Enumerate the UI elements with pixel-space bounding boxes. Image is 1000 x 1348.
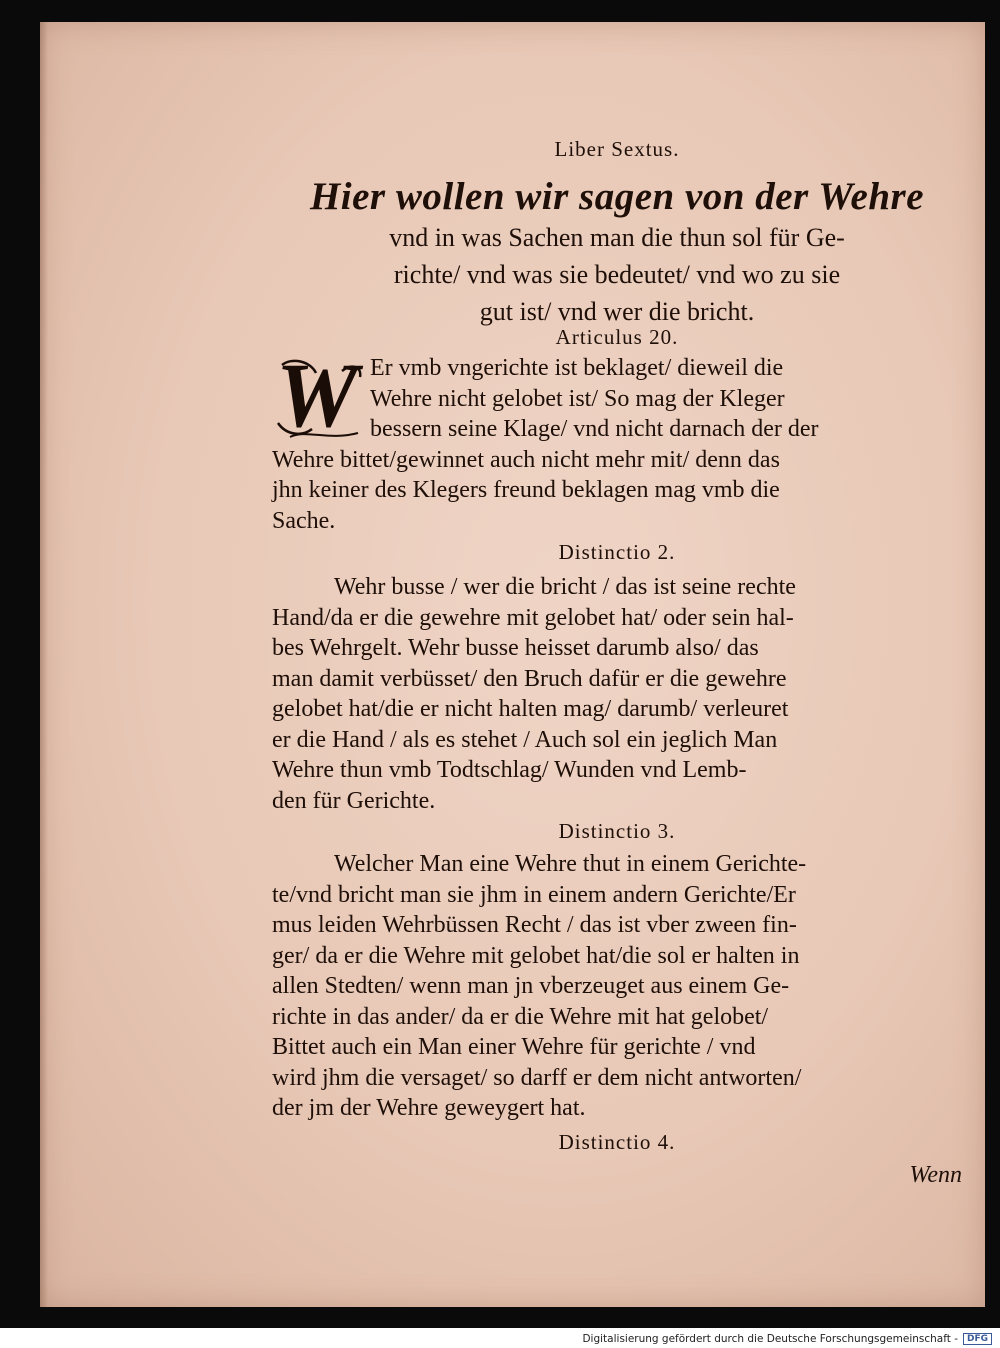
text-line: er die Hand / als es stehet / Auch sol ein jeglich Man bbox=[272, 726, 778, 753]
text-line: man damit verbüsset/ den Bruch dafür er die gewehre bbox=[272, 665, 787, 692]
text-line: der jm der Wehre geweygert hat. bbox=[272, 1095, 586, 1121]
distinctio-2-label: Distinctio 2. bbox=[558, 540, 676, 564]
text-line: Er vmb vngerichte ist beklaget/ dieweil die bbox=[370, 355, 784, 381]
text-line: bessern seine Klage/ vnd nicht darnach der der bbox=[370, 416, 819, 442]
heading-line-2: vnd in was Sachen man die thun sol für Ge- bbox=[389, 223, 845, 252]
text-line: gelobet hat/die er nicht halten mag/ darumb/ verleuret bbox=[272, 696, 789, 722]
dropcap bbox=[272, 344, 368, 446]
article-label: Articulus 20. bbox=[555, 325, 679, 349]
text-line: mus leiden Wehrbüssen Recht / das ist vber zween fin- bbox=[272, 912, 797, 938]
text-line: Wehre bittet/gewinnet auch nicht mehr mit/ denn das bbox=[272, 446, 780, 473]
text-line: den für Gerichte. bbox=[272, 787, 436, 814]
footer-credit: Digitalisierung gefördert durch die Deutsche Forschungsgemeinschaft - bbox=[582, 1333, 958, 1345]
text-line: Hand/da er die gewehre mit gelobet hat/ oder sein hal- bbox=[272, 604, 794, 631]
text-line: allen Stedten/ wenn man jn vberzeuget aus einem Ge- bbox=[272, 973, 790, 999]
book-page bbox=[40, 22, 985, 1307]
distinctio-2-paragraph bbox=[272, 572, 962, 816]
text-line: richte in das ander/ da er die Wehre mit hat gelobet/ bbox=[272, 1003, 769, 1030]
heading-line-4: gut ist/ vnd wer die bricht. bbox=[479, 297, 755, 326]
distinctio-4-label: Distinctio 4. bbox=[558, 1130, 676, 1154]
text-line: Wehre thun vmb Todtschlag/ Wunden vnd Lemb- bbox=[272, 757, 747, 783]
distinctio-3-label: Distinctio 3. bbox=[558, 819, 676, 843]
page-edge bbox=[40, 22, 48, 1307]
text-line: Welcher Man eine Wehre thut in einem Gerichte- bbox=[334, 851, 807, 877]
text-line: bes Wehrgelt. Wehr busse heisset darumb also/ das bbox=[272, 635, 759, 661]
text-line: ger/ da er die Wehre mit gelobet hat/die sol er halten in bbox=[272, 942, 800, 969]
heading-line-1: Hier wollen wir sagen von der Wehre bbox=[309, 175, 925, 218]
dropcap-letter: W bbox=[276, 344, 358, 446]
text-line: Wehre nicht gelobet ist/ So mag der Kleger bbox=[370, 385, 785, 412]
footer bbox=[0, 1328, 1000, 1348]
distinctio-3-paragraph bbox=[272, 849, 962, 1124]
text-line: wird jhm die versaget/ so darff er dem nicht antworten/ bbox=[272, 1064, 802, 1091]
text-line: jhn keiner des Klegers freund beklagen mag vmb die bbox=[272, 477, 780, 503]
running-head: Liber Sextus. bbox=[554, 137, 680, 161]
catchword: Wenn bbox=[909, 1162, 962, 1188]
text-line: Wehr busse / wer die bricht / das ist seine rechte bbox=[334, 574, 796, 600]
article-paragraph bbox=[272, 344, 962, 536]
chapter-heading bbox=[272, 175, 962, 330]
heading-line-3: richte/ vnd was sie bedeutet/ vnd wo zu sie bbox=[393, 260, 841, 289]
text-line: Bittet auch ein Man einer Wehre für gerichte / vnd bbox=[272, 1034, 756, 1060]
text-line: Sache. bbox=[272, 507, 336, 534]
text-line: te/vnd bricht man sie jhm in einem andern Gerichte/Er bbox=[272, 881, 796, 908]
dfg-logo-icon: DFG bbox=[963, 1333, 992, 1345]
